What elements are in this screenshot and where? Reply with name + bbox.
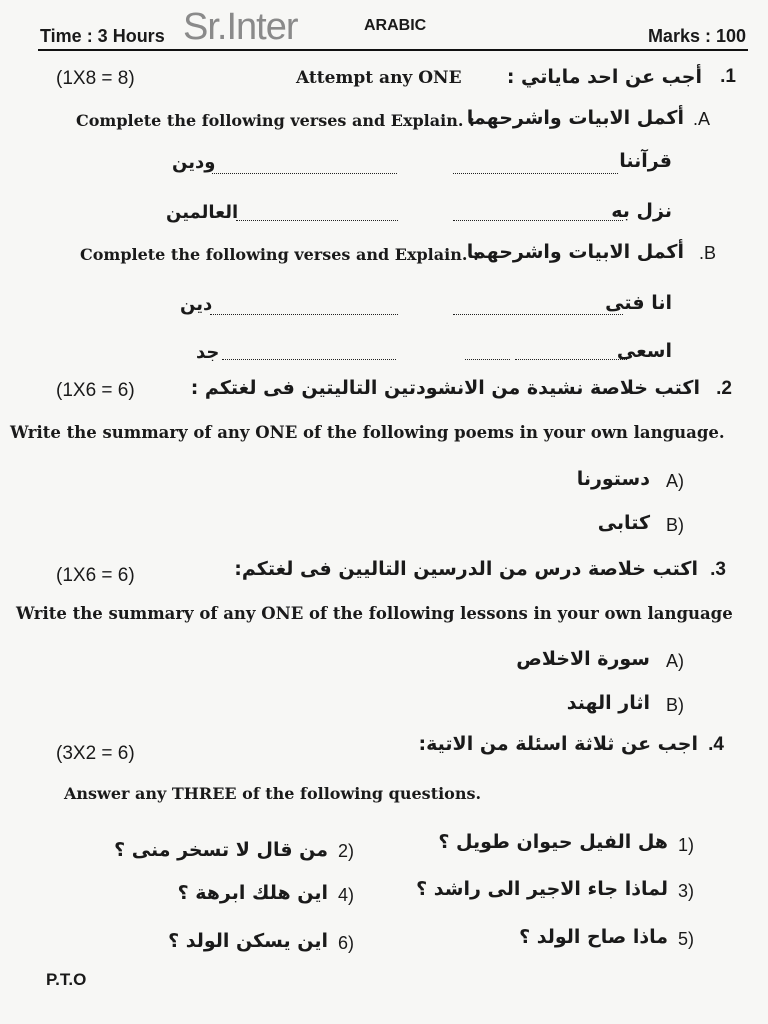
header-rule [38, 49, 748, 51]
q4-question-3: لماذا جاء الاجير الى راشد ؟ [416, 878, 668, 900]
q1b-letter: .B [698, 243, 716, 263]
blank-line [453, 219, 623, 221]
blank-line [212, 172, 397, 174]
q3-instruction-en: Write the summary of any ONE of the following lessons in your own language [16, 604, 733, 623]
q1a-line2-start: نزل به [611, 200, 672, 222]
q4-question-2: من قال لا تسخر منى ؟ [114, 839, 328, 861]
q1a-line2-end: العالمين [166, 202, 239, 223]
q4-marks: (3X2 = 6) [56, 743, 135, 764]
blank-line [236, 219, 398, 221]
q4-question-4-num: 4) [337, 885, 354, 905]
pto-label: P.T.O [46, 970, 87, 989]
subject-label: ARABIC [364, 17, 427, 34]
q2-marks: (1X6 = 6) [56, 380, 135, 401]
q1b-text-en: Complete the following verses and Explain. : [80, 245, 479, 264]
q2-number: .2 [716, 378, 732, 399]
q3-option-b-label: B) [666, 695, 684, 715]
q1-marks: (1X8 = 8) [56, 68, 135, 89]
q4-question-1: هل الفيل حيوان طويل ؟ [438, 831, 668, 853]
q1a-text-ar: أكمل الابيات واشرحهما [466, 107, 684, 129]
q1-instruction-en: Attempt any ONE [296, 68, 462, 88]
q1b-line1-start: انا فتى [605, 292, 672, 314]
q3-number: .3 [710, 559, 726, 580]
blank-line [465, 358, 510, 360]
q4-question-5-num: 5) [677, 929, 694, 949]
q4-question-6: اين يسكن الولد ؟ [168, 930, 328, 952]
q1b-text-ar: أكمل الابيات واشرحهما [466, 241, 684, 263]
q1b-line1-end: دين [180, 294, 213, 315]
q3-option-a-label: A) [666, 651, 684, 671]
blank-line [210, 313, 398, 315]
q2-title-ar: اكتب خلاصة نشيدة من الانشودتين التاليتين فى لغتكم : [190, 377, 700, 399]
blank-line [453, 172, 618, 174]
q2-option-b-label: B) [666, 515, 684, 535]
q2-option-a-label: A) [666, 471, 684, 491]
q4-question-5: ماذا صاح الولد ؟ [519, 926, 668, 948]
q1-number: .1 [720, 66, 736, 87]
q4-instruction-en: Answer any THREE of the following questions. [64, 784, 482, 803]
q3-option-b: اثار الهند [566, 692, 650, 714]
q3-option-a: سورة الاخلاص [516, 648, 650, 670]
q4-question-4: اين هلك ابرهة ؟ [177, 882, 328, 904]
q4-question-3-num: 3) [677, 881, 694, 901]
blank-line [515, 358, 627, 360]
q3-title-ar: اكتب خلاصة درس من الدرسين التاليين فى لغتكم: [234, 558, 698, 580]
q1a-line1-end: ودين [172, 152, 216, 173]
blank-line [453, 313, 623, 315]
q1b-line2-start: اسعى [616, 340, 672, 362]
time-label: Time : 3 Hours [40, 26, 165, 46]
q1b-line2-end: جد [196, 342, 220, 363]
q2-instruction-en: Write the summary of any ONE of the following poems in your own language. [10, 423, 725, 442]
q2-option-b: كتابى [597, 512, 650, 534]
q4-question-1-num: 1) [677, 835, 694, 855]
blank-line [222, 358, 396, 360]
marks-label: Marks : 100 [647, 26, 746, 46]
q4-question-6-num: 6) [337, 933, 354, 953]
watermark: Sr.Inter [183, 6, 298, 48]
q1a-line1-start: قرآننا [619, 150, 672, 172]
q2-option-a: دستورنا [576, 468, 650, 490]
q1a-letter: .A [692, 109, 710, 129]
q4-number: .4 [708, 734, 724, 755]
q1-instruction-ar: أجب عن احد ماياتي : [506, 66, 702, 88]
q4-question-2-num: 2) [337, 841, 354, 861]
q3-marks: (1X6 = 6) [56, 565, 135, 586]
q4-title-ar: اجب عن ثلاثة اسئلة من الاتية: [418, 733, 698, 755]
q1a-text-en: Complete the following verses and Explain. : [76, 111, 475, 130]
